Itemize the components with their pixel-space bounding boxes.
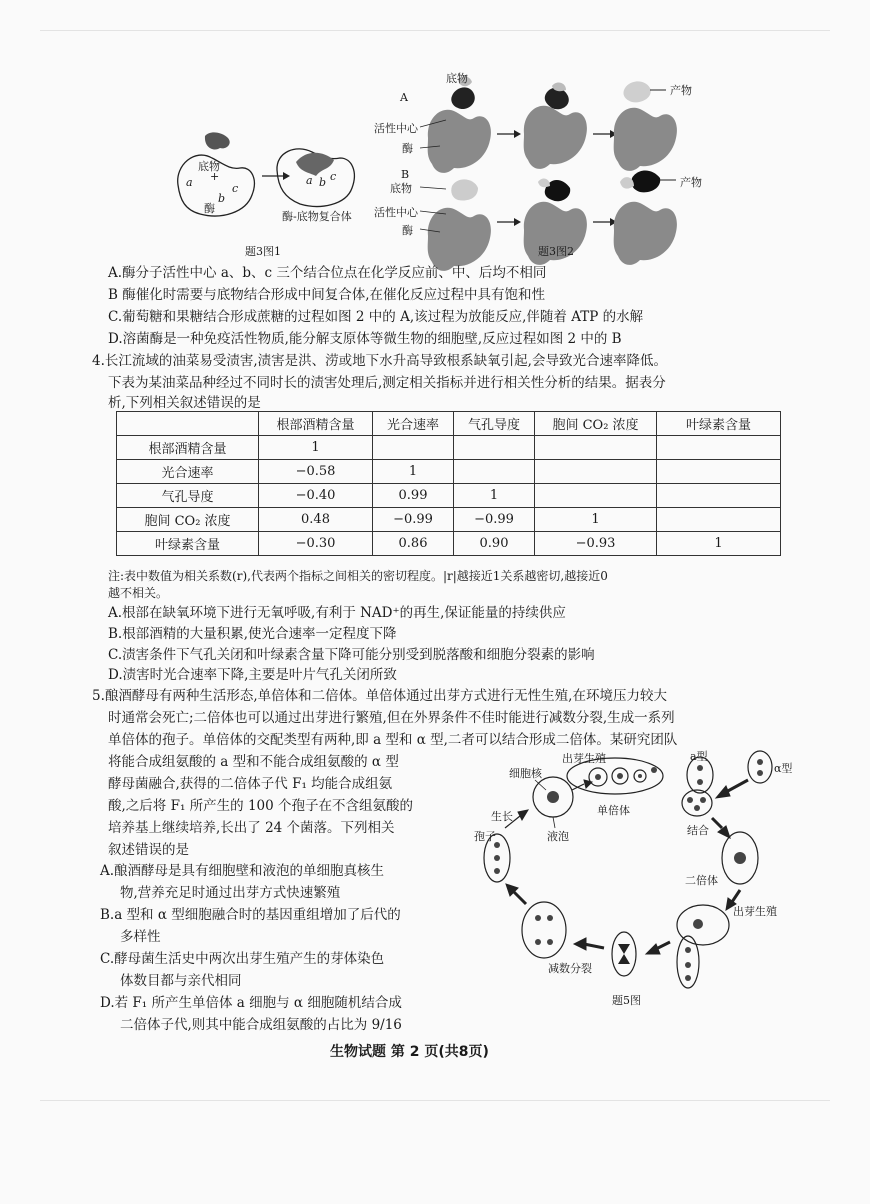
- table-cell: 1: [454, 484, 535, 508]
- table-header-cell: 光合速率: [373, 412, 454, 436]
- table-cell: 1: [259, 436, 373, 460]
- q4-option-d: D.渍害时光合速率下降,主要是叶片气孔关闭所致: [108, 667, 397, 683]
- fig5-vacuole-label: 液泡: [547, 830, 569, 843]
- q3-option-b: B 酶催化时需要与底物结合形成中间复合体,在催化反应过程中具有饱和性: [108, 287, 546, 303]
- q5-option-b-line1: B.a 型和 α 型细胞融合时的基因重组增加了后代的: [100, 907, 401, 923]
- table-cell: −0.99: [373, 508, 454, 532]
- fig3-1-caption: 题3图1: [245, 245, 281, 258]
- fig5-meiosis-label: 减数分裂: [548, 962, 592, 975]
- fig3-1-complex-c: c: [330, 170, 337, 183]
- fig3-2-enzyme-a: 酶: [402, 142, 413, 155]
- fig5-haploid-label: 单倍体: [597, 804, 630, 817]
- fig3-2-caption: 题3图2: [538, 245, 574, 258]
- q3-option-d: D.溶菌酶是一种免疫活性物质,能分解支原体等微生物的细胞壁,反应过程如图 2 中的 B: [108, 331, 622, 347]
- table-cell: −0.58: [259, 460, 373, 484]
- fig3-2-product-a: 产物: [670, 84, 692, 97]
- table-cell: 1: [535, 508, 657, 532]
- q3-option-c: C.葡萄糖和果糖结合形成蔗糖的过程如图 2 中的 A,该过程为放能反应,伴随着 ATP 的水解: [108, 309, 644, 325]
- q5-stem-line6: 酸,之后将 F₁ 所产生的 100 个孢子在不含组氨酸的: [108, 798, 414, 814]
- q4-stem-line2: 下表为某油菜品种经过不同时长的渍害处理后,测定相关指标并进行相关性分析的结果。据表分: [108, 375, 666, 391]
- table-header-cell: 叶绿素含量: [657, 412, 781, 436]
- q5-stem-line7: 培养基上继续培养,长出了 24 个菌落。下列相关: [108, 820, 395, 836]
- page-footer: 生物试题 第 2 页(共8页): [330, 1044, 489, 1060]
- fig3-1-enzyme-label: 酶: [204, 202, 215, 215]
- fig3-1-site-a: a: [186, 176, 193, 189]
- q5-stem-line5: 酵母菌融合,获得的二倍体子代 F₁ 均能合成组氨: [108, 776, 393, 792]
- table-cell: −0.40: [259, 484, 373, 508]
- q5-option-a-line1: A.酿酒酵母是具有细胞壁和液泡的单细胞真核生: [100, 863, 385, 879]
- q5-option-d-line2: 二倍体子代,则其中能合成组氨酸的占比为 9/16: [120, 1017, 402, 1033]
- table-cell: 0.90: [454, 532, 535, 556]
- fig3-2-row-b: B: [401, 168, 410, 181]
- table-cell: 根部酒精含量: [117, 436, 259, 460]
- table-header-cell: 根部酒精含量: [259, 412, 373, 436]
- table-cell: 0.48: [259, 508, 373, 532]
- fig3-2-enzyme-b: 酶: [402, 224, 413, 237]
- q4-option-b: B.根部酒精的大量积累,使光合速率一定程度下降: [108, 626, 397, 642]
- table-cell: 叶绿素含量: [117, 532, 259, 556]
- table-cell: 光合速率: [117, 460, 259, 484]
- fig5-budding2-label: 出芽生殖: [733, 905, 777, 918]
- q5-option-c-line1: C.酵母菌生活史中两次出芽生殖产生的芽体染色: [100, 951, 385, 967]
- q5-stem-line8: 叙述错误的是: [108, 842, 189, 858]
- q5-stem-line3: 单倍体的孢子。单倍体的交配类型有两种,即 a 型和 α 型,二者可以结合形成二倍体。某研究团队: [108, 732, 678, 748]
- q5-stem-line2: 时通常会死亡;二倍体也可以通过出芽进行繁殖,但在外界条件不佳时能进行减数分裂,生成一系列: [108, 710, 675, 726]
- table-cell: 1: [373, 460, 454, 484]
- table-header-cell: 胞间 CO₂ 浓度: [535, 412, 657, 436]
- q4-option-c: C.渍害条件下气孔关闭和叶绿素含量下降可能分别受到脱落酸和细胞分裂素的影响: [108, 647, 595, 663]
- bottom-rule: [40, 1100, 830, 1101]
- q5-option-b-line2: 多样性: [120, 929, 161, 945]
- q5-option-d-line1: D.若 F₁ 所产生单倍体 a 细胞与 α 细胞随机结合成: [100, 995, 402, 1011]
- q5-option-c-line2: 体数目都与亲代相同: [120, 973, 242, 989]
- fig3-2-product-b: 产物: [680, 176, 702, 189]
- fig3-2-active-center-b: 活性中心: [374, 206, 418, 219]
- table-cell: 0.86: [373, 532, 454, 556]
- q4-option-a: A.根部在缺氧环境下进行无氧呼吸,有利于 NAD⁺的再生,保证能量的持续供应: [108, 605, 566, 621]
- fig5-budding-label: 出芽生殖: [562, 752, 606, 765]
- table-cell: −0.99: [454, 508, 535, 532]
- fig5-a-type-label: a型: [690, 750, 708, 763]
- q5-stem-line4: 将能合成组氨酸的 a 型和不能合成组氨酸的 α 型: [108, 754, 399, 770]
- table-cell: 气孔导度: [117, 484, 259, 508]
- table-cell: −0.93: [535, 532, 657, 556]
- fig3-1-complex-label: 酶-底物复合体: [282, 210, 352, 223]
- fig3-2-active-center-a: 活性中心: [374, 122, 418, 135]
- q5-stem-line1: 5.酿酒酵母有两种生活形态,单倍体和二倍体。单倍体通过出芽方式进行无性生殖,在环境压力较大: [92, 688, 667, 704]
- fig5-alpha-type-label: α型: [774, 762, 793, 775]
- table-cell: 0.99: [373, 484, 454, 508]
- fig5-spore-label: 孢子: [474, 830, 496, 843]
- fig3-1-substrate-label: 底物: [198, 160, 220, 173]
- fig3-1-complex-a: a: [306, 174, 313, 187]
- table-header-cell: 气孔导度: [454, 412, 535, 436]
- q4-note-line1: 注:表中数值为相关系数(r),代表两个指标之间相关的密切程度。|r|越接近1关系越密切,越接近0: [108, 569, 608, 583]
- table-cell: 胞间 CO₂ 浓度: [117, 508, 259, 532]
- table-cell: −0.30: [259, 532, 373, 556]
- fig3-2-row-a: A: [400, 91, 408, 104]
- q5-option-a-line2: 物,营养充足时通过出芽方式快速繁殖: [120, 885, 341, 901]
- fig3-1-plus: +: [210, 170, 220, 183]
- fig5-combine-label: 结合: [687, 824, 709, 837]
- table-cell: 1: [657, 532, 781, 556]
- fig3-2-substrate-a: 底物: [446, 72, 468, 85]
- fig5-grow-label: 生长: [491, 810, 513, 823]
- fig5-nucleus-label: 细胞核: [509, 767, 542, 780]
- q4-stem-line1: 4.长江流域的油菜易受渍害,渍害是洪、涝或地下水升高导致根系缺氧引起,会导致光合速率降低。: [92, 353, 667, 369]
- fig3-1-complex-b: b: [319, 176, 327, 189]
- fig3-2-substrate-b: 底物: [390, 182, 412, 195]
- q4-note-line2: 越不相关。: [108, 586, 169, 600]
- fig3-1-site-c: c: [232, 182, 239, 195]
- q4-stem-line3: 析,下列相关叙述错误的是: [108, 395, 261, 411]
- fig3-1-site-b: b: [218, 192, 226, 205]
- fig5-caption: 题5图: [612, 994, 641, 1007]
- q3-option-a: A.酶分子活性中心 a、b、c 三个结合位点在化学反应前、中、后均不相同: [108, 265, 547, 281]
- fig5-diploid-label: 二倍体: [685, 874, 718, 887]
